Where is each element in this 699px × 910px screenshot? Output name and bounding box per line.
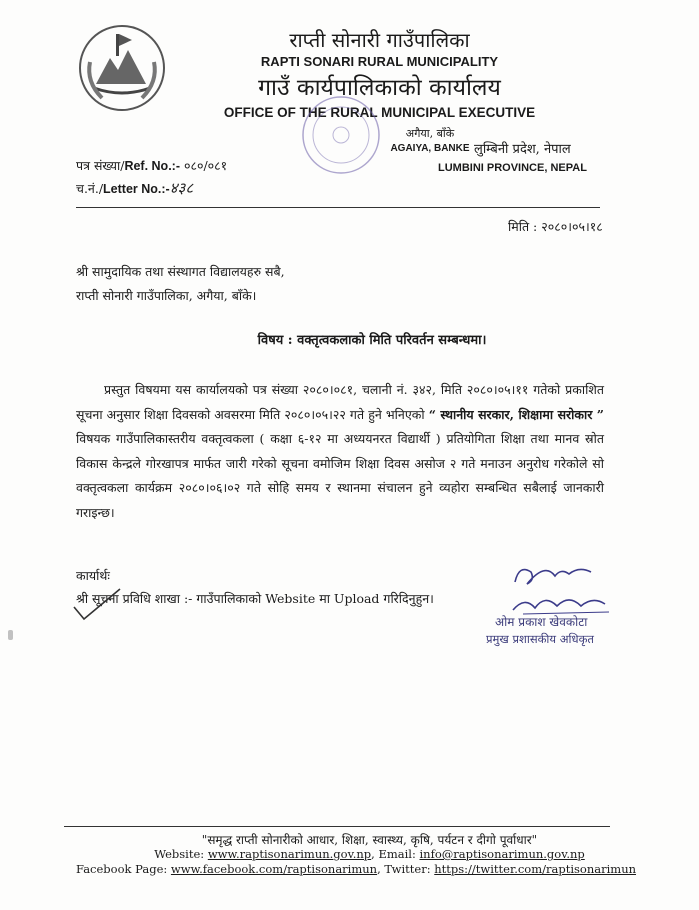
- ref-label-np: पत्र संख्या/: [76, 158, 125, 173]
- address-np: अगैया, बाँके: [405, 127, 455, 140]
- cc-line: श्री सूचना प्रविधि शाखा :- गाउँपालिकाको Website मा Upload गरिदिनुहुन।: [76, 591, 434, 606]
- signature-scribble-icon: [505, 558, 615, 618]
- website-link[interactable]: www.raptisonarimun.gov.np: [207, 847, 372, 861]
- office-name-np: गाउँ कार्यपालिकाको कार्यालय: [258, 75, 501, 101]
- province-en: LUMBINI PROVINCE, NEPAL: [438, 162, 587, 174]
- letter-value: ४३८: [169, 179, 194, 197]
- office-stamp-icon: [298, 92, 384, 178]
- body-bold-title: “ स्थानीय सरकार, शिक्षामा सरोकार ”: [428, 406, 604, 422]
- letter-number: [76, 178, 193, 198]
- header-divider: [76, 207, 600, 208]
- province-np: लुम्बिनी प्रदेश, नेपाल: [474, 142, 571, 157]
- subject-line: विषय : वक्तृत्वकलाको मिति परिवर्तन सम्बन्धमा।: [257, 333, 487, 348]
- footer-divider: [64, 826, 610, 827]
- signatory-title: प्रमुख प्रशासकीय अधिकृत: [486, 632, 594, 646]
- recipient-line-1: श्री सामुदायिक तथा संस्थागत विद्यालयहरु सबै,: [76, 264, 285, 279]
- body-paragraph: [76, 378, 604, 525]
- footer-contact: [0, 847, 699, 861]
- reference-number: [76, 157, 227, 174]
- ref-label-en: Ref. No.:-: [124, 159, 180, 173]
- twitter-link[interactable]: https://twitter.com/raptisonarimun: [434, 862, 637, 876]
- recipient-line-2: राप्ती सोनारी गाउँपालिका, अगैया, बाँके।: [76, 288, 257, 303]
- letter-label-np: च.नं./: [76, 181, 104, 196]
- letter-label-en: Letter No.:-: [103, 182, 170, 196]
- scan-speck: [8, 630, 13, 640]
- office-name-en: OFFICE OF THE RURAL MUNICIPAL EXECUTIVE: [223, 105, 536, 120]
- for-action-label: कार्यार्थः: [76, 568, 110, 583]
- website-label: Website:: [154, 847, 208, 861]
- footer-motto: "समृद्ध राप्ती सोनारीको आधार, शिक्षा, स्वास्थ्य, कृषि, पर्यटन र दीगो पूर्वाधार": [201, 833, 538, 847]
- ref-value: ०८०/०८१: [180, 158, 228, 173]
- municipality-name-en: RAPTI SONARI RURAL MUNICIPALITY: [260, 54, 499, 69]
- footer-social: [76, 862, 636, 876]
- signatory-name: ओम प्रकाश खेवकोटा: [495, 615, 588, 629]
- email-link[interactable]: info@raptisonarimun.gov.np: [419, 847, 585, 861]
- address-en: AGAIYA, BANKE: [390, 143, 470, 154]
- body-text-1: प्रस्तुत विषयमा यस कार्यालयको पत्र संख्या २०८०।०८१, चलानी नं. ३४२, मिति २०८०।०५।११ गतेको प्रकाशित सूचना अनुसार शिक्षा दिवसको अवसरमा मिति २०८०।०५।२२ गते हुने भनिएको: [76, 382, 604, 422]
- twitter-label: , Twitter:: [377, 862, 435, 876]
- facebook-link[interactable]: www.facebook.com/raptisonarimun: [170, 862, 378, 876]
- body-text-2: विषयक गाउँपालिकास्तरीय वक्तृत्वकला ( कक्षा ६-१२ मा अध्ययनरत विद्यार्थी ) प्रतियोगिता शिक्षा तथा मानव स्रोत विकास केन्द्रले गोरखापत्र मार्फत जारी गरेको सूचना वमोजिम शिक्षा दिवस असोज २ गते मनाउन अनुरोध गरेकोले सो वक्तृत्वकला कार्यक्रम २०८०।०६।०२ गते सोहि समय र स्थानमा संचालन हुने व्यहोरा सम्बन्धित सबैलाई जानकारी गराइन्छ।: [76, 431, 604, 520]
- facebook-label: Facebook Page:: [76, 862, 171, 876]
- letter-date: मिति : २०८०।०५।१८: [508, 219, 603, 234]
- email-label: , Email:: [371, 847, 420, 861]
- checkmark-icon: [72, 585, 124, 625]
- municipality-name-np: राप्ती सोनारी गाउँपालिका: [289, 28, 470, 52]
